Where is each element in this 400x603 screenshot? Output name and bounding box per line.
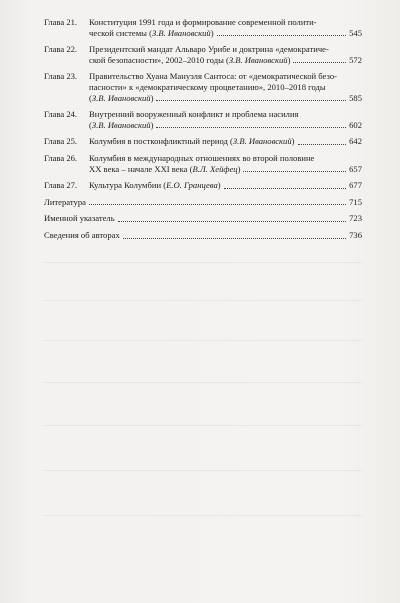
page-number: 657 [349,163,362,174]
page-number: 572 [349,54,362,65]
toc-entry-chapter-26[interactable]: Глава 26. Колумбия в международных отношениях во второй половине XX века – начале XXI века (В.Л. Хейфец) 657 [44,152,362,174]
table-of-contents [44,17,362,247]
page-number: 677 [349,180,362,191]
dot-leader [123,238,346,239]
show-through-line [44,515,362,516]
page-number: 585 [349,92,362,103]
chapter-number: Глава 25. [44,136,78,147]
chapter-title-line: ческой системы ( [89,27,152,38]
toc-entry-chapter-22[interactable]: Глава 22. Президентский мандат Альваро Урибе и доктрина «демократиче- ской безопасности», 2002–2010 годы (З.В. Ивановский) 572 [44,44,362,65]
chapter-title-line: ( [89,92,92,103]
chapter-title-line: ской безопасности», 2002–2010 годы ( [89,54,229,65]
page-number: 545 [349,27,362,38]
chapter-author: З.В. Ивановский [91,119,151,130]
toc-entry-name-index[interactable] [44,213,362,224]
chapter-number: Глава 24. [44,109,78,120]
chapter-title-line: Внутренний вооруженный конфликт и проблема насилия [89,109,299,120]
chapter-title-line: ( [89,119,92,130]
dot-leader [156,100,346,101]
show-through-line [44,425,362,426]
chapter-author: З.В. Ивановский [151,27,211,38]
back-matter-title: Именной указатель [44,213,115,224]
toc-entry-chapter-24[interactable]: Глава 24. Внутренний вооруженный конфликт и проблема насилия (З.В. Ивановский) 602 [44,109,362,130]
toc-entry-chapter-27[interactable]: Глава 27. Культура Колумбии (Е.О. Гранцева) 677 [44,180,362,191]
chapter-title-line: Культура Колумбии ( [89,180,167,191]
chapter-author: З.В. Ивановский [91,92,151,103]
page-number: 736 [349,229,362,240]
page-number: 723 [349,213,362,224]
page-number: 642 [349,136,362,147]
dot-leader [293,62,346,63]
dot-leader [243,171,346,172]
chapter-author: З.В. Ивановский [228,54,288,65]
toc-entry-chapter-23[interactable]: Глава 23. Правительство Хуана Мануэля Сантоса: от «демократической безо- пасности» к «демократическому процветанию», 2010–2018 годы (З.В. Ивановский) 585 [44,71,362,103]
back-matter-title: Литература [44,196,86,207]
show-through-line [44,340,362,341]
chapter-author: З.В. Ивановский [232,136,292,147]
dot-leader [217,35,347,36]
chapter-title-line: пасности» к «демократическому процветанию», 2010–2018 годы [89,81,326,92]
toc-entry-chapter-25[interactable]: Глава 25. Колумбия в постконфликтный период (З.В. Ивановский) 642 [44,136,362,147]
dot-leader [298,144,347,145]
chapter-title-line: XX века – начале XXI века ( [89,163,193,174]
chapter-author: Е.О. Гранцева [166,180,218,191]
toc-entry-chapter-21[interactable]: Глава 21. Конституция 1991 года и формирование современной полити- ческой системы (З.В. Ивановский) 545 [44,17,362,38]
dot-leader [118,221,346,222]
back-matter-title: Сведения об авторах [44,229,120,240]
show-through-line [44,382,362,383]
chapter-author: В.Л. Хейфец [192,163,238,174]
dot-leader [156,127,346,128]
page-number: 602 [349,119,362,130]
chapter-title-line: Колумбия в международных отношениях во второй половине [89,152,315,163]
chapter-number: Глава 26. [44,152,78,163]
chapter-title-line: Колумбия в постконфликтный период ( [89,136,233,147]
page-number: 715 [349,196,362,207]
chapter-title-line: Конституция 1991 года и формирование современной полити- [89,17,317,27]
toc-entry-bibliography[interactable] [44,197,362,208]
chapter-number: Глава 22. [44,44,78,55]
dot-leader [224,188,346,189]
chapter-number: Глава 21. [44,17,78,27]
show-through-line [44,262,362,263]
show-through-line [44,470,362,471]
chapter-title-line: Президентский мандат Альваро Урибе и доктрина «демократиче- [89,44,329,55]
chapter-number: Глава 23. [44,71,78,82]
dot-leader [89,204,346,205]
chapter-number: Глава 27. [44,180,78,191]
show-through-line [44,300,362,301]
toc-entry-about-authors[interactable] [44,230,362,241]
chapter-title-line: Правительство Хуана Мануэля Сантоса: от «демократической безо- [89,71,337,82]
